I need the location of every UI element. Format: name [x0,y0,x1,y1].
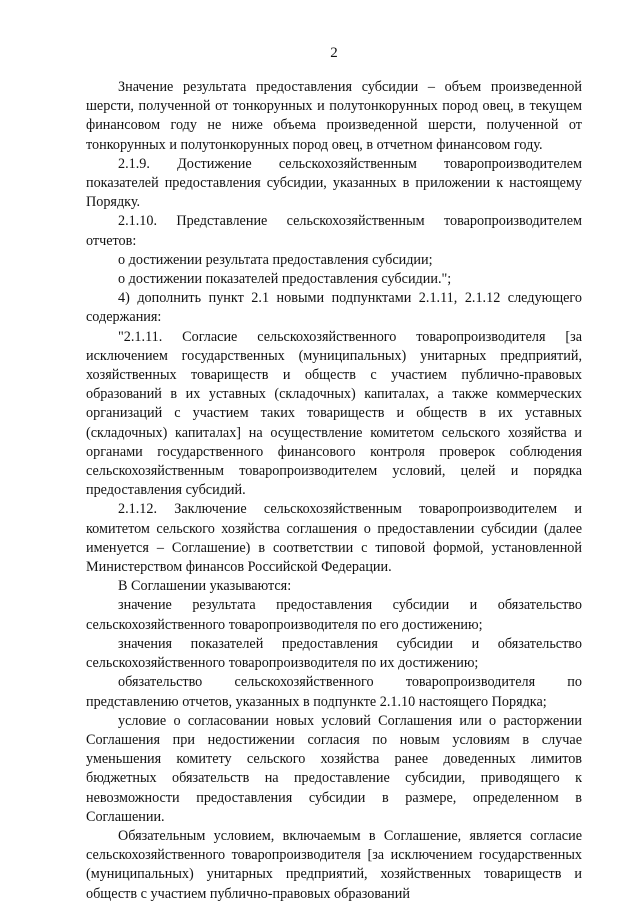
paragraph-item-4: 4) дополнить пункт 2.1 новыми подпунктами 2.1.11, 2.1.12 следующего содержания: [86,290,582,326]
list-item-reporting-obligation: обязательство сельскохозяйственного товаропроизводителя по представлению отчетов, указанных в подпункте 2.1.10 настоящего Порядка; [86,674,582,710]
page-number: 2 [330,45,338,61]
list-item-result-report: о достижении результата предоставления субсидии; [118,251,433,268]
paragraph-2-1-11: "2.1.11. Согласие сельскохозяйственного товаропроизводителя [за исключением государственных (муниципальных) унитарных предприятий, хозяйственных товариществ и обществ с участием публично-правовых образований в их уставных (складочных) капиталах, а также коммерческих организаций с участием таких товариществ и обществ в их уставных (складочных) капиталах] на осуществление комитетом сельского хозяйства и органами государственного финансового контроля проверок соблюдения сельскохозяйственным товаропроизводителем условий, целей и порядка предоставления субсидий. [86,328,582,499]
list-item-agreement-conditions: условие о согласовании новых условий Соглашения или о расторжении Соглашения при недостижении согласия по новым условиям в случае уменьшения комитету сельского хозяйства ранее доведенных лимитов бюджетных обязательств на предоставление субсидии, приводящего к невозможности предоставления субсидии в размере, определенном в Соглашении. [86,712,582,825]
paragraph-2-1-10: 2.1.10. Представление сельскохозяйственным товаропроизводителем отчетов: [86,213,582,249]
paragraph-result-value: Значение результата предоставления субсидии – объем произведенной шерсти, полученной от тонкорунных и полутонкорунных пород овец, в текущем финансовом году не ниже объема произведенной шерсти, полученной от тонкорунных и полутонкорунных пород овец, в отчетном финансовом году. [86,79,582,153]
list-item-result-obligation: значение результата предоставления субсидии и обязательство сельскохозяйственного товаропроизводителя по его достижению; [86,597,582,633]
paragraph-mandatory-condition: Обязательным условием, включаемым в Соглашение, является согласие сельскохозяйственного товаропроизводителя [за исключением государственных (муниципальных) унитарных предприятий, хозяйственных товариществ и обществ с участием публично-правовых образований [86,827,582,902]
paragraph-2-1-12: 2.1.12. Заключение сельскохозяйственным товаропроизводителем и комитетом сельского хозяйства соглашения о предоставлении субсидии (далее именуется – Соглашение) в соответствии с типовой формой, установленной Министерством финансов Российской Федерации. [86,501,582,576]
list-item-indicators-report: о достижении показателей предоставления субсидии."; [118,271,452,288]
list-item-indicators-obligation: значения показателей предоставления субсидии и обязательство сельскохозяйственного товаропроизводителя по их достижению; [86,635,582,672]
paragraph-2-1-9: 2.1.9. Достижение сельскохозяйственным товаропроизводителем показателей предоставления субсидии, указанных в приложении к настоящему Порядку. [86,155,582,211]
paragraph-agreement-intro: В Соглашении указываются: [118,578,292,595]
